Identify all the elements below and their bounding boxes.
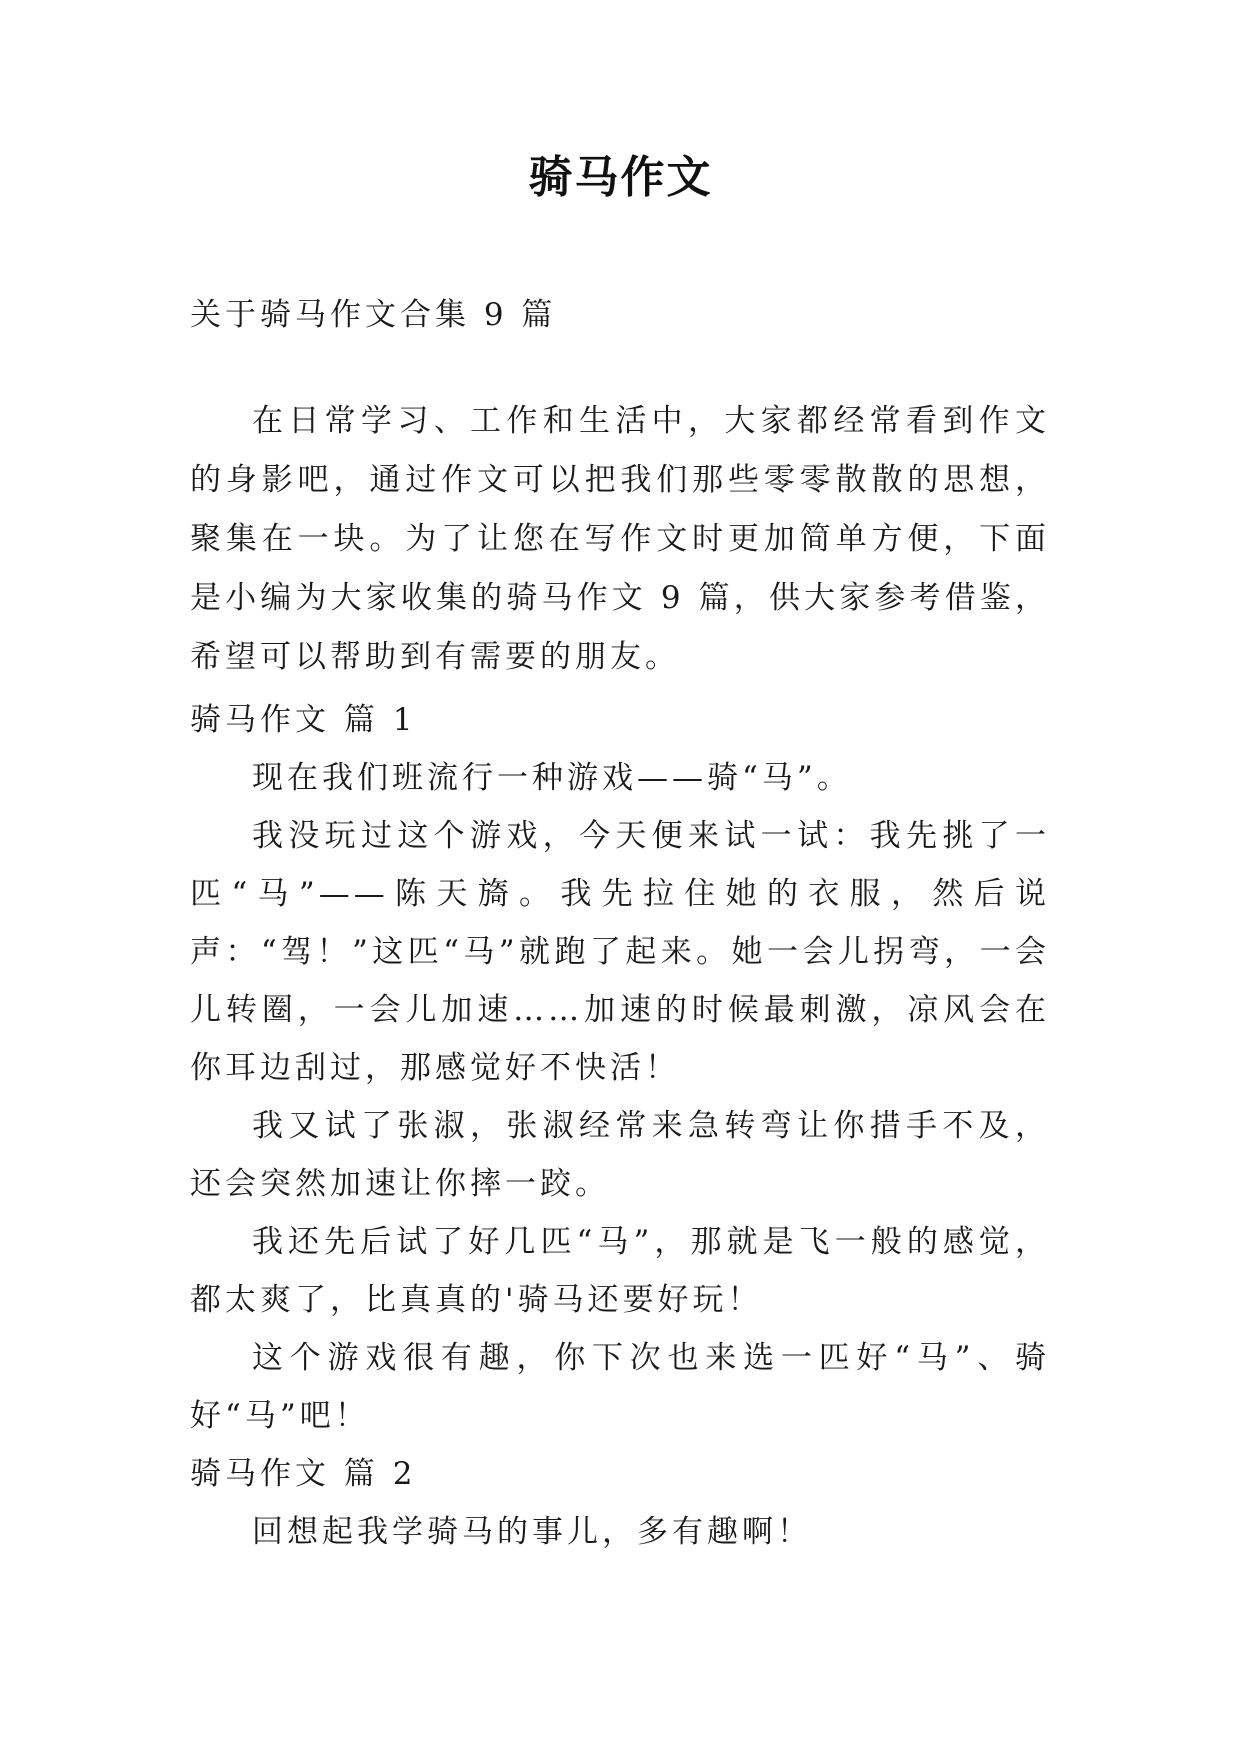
document-body: [190, 286, 1050, 1561]
section-1-paragraph: 我还先后试了好几匹“马”，那就是飞一般的感觉，都太爽了，比真真的'骑马还要好玩！: [190, 1224, 1050, 1318]
section-1-paragraph: 我没玩过这个游戏，今天便来试一试：我先挑了一匹“马”——陈天旖。我先拉住她的衣服，然后说声：“驾！”这匹“马”就跑了起来。她一会儿拐弯，一会儿转圈，一会儿加速……加速的时候最刺激，凉风会在你耳边刮过，那感觉好不快活！: [190, 818, 1050, 1086]
section-2-paragraph: 回想起我学骑马的事儿，多有趣啊！: [252, 1514, 812, 1550]
section-heading-1: 骑马作文 篇 1: [190, 702, 417, 738]
section-1-paragraph: 我又试了张淑，张淑经常来急转弯让你措手不及，还会突然加速让你摔一跤。: [190, 1108, 1050, 1202]
intro-paragraph: 在日常学习、工作和生活中，大家都经常看到作文的身影吧，通过作文可以把我们那些零零散散的思想，聚集在一块。为了让您在写作文时更加简单方便，下面是小编为大家收集的骑马作文 9 篇，供大家参考借鉴，希望可以帮助到有需要的朋友。: [190, 403, 1050, 675]
document-title: 骑马作文: [528, 152, 713, 203]
section-1-paragraph: 现在我们班流行一种游戏——骑“马”。: [252, 760, 852, 796]
document-subtitle: 关于骑马作文合集 9 篇: [190, 297, 557, 333]
section-1-paragraph: 这个游戏很有趣，你下次也来选一匹好“马”、骑好“马”吧！: [190, 1340, 1050, 1434]
section-heading-2: 骑马作文 篇 2: [190, 1456, 417, 1492]
